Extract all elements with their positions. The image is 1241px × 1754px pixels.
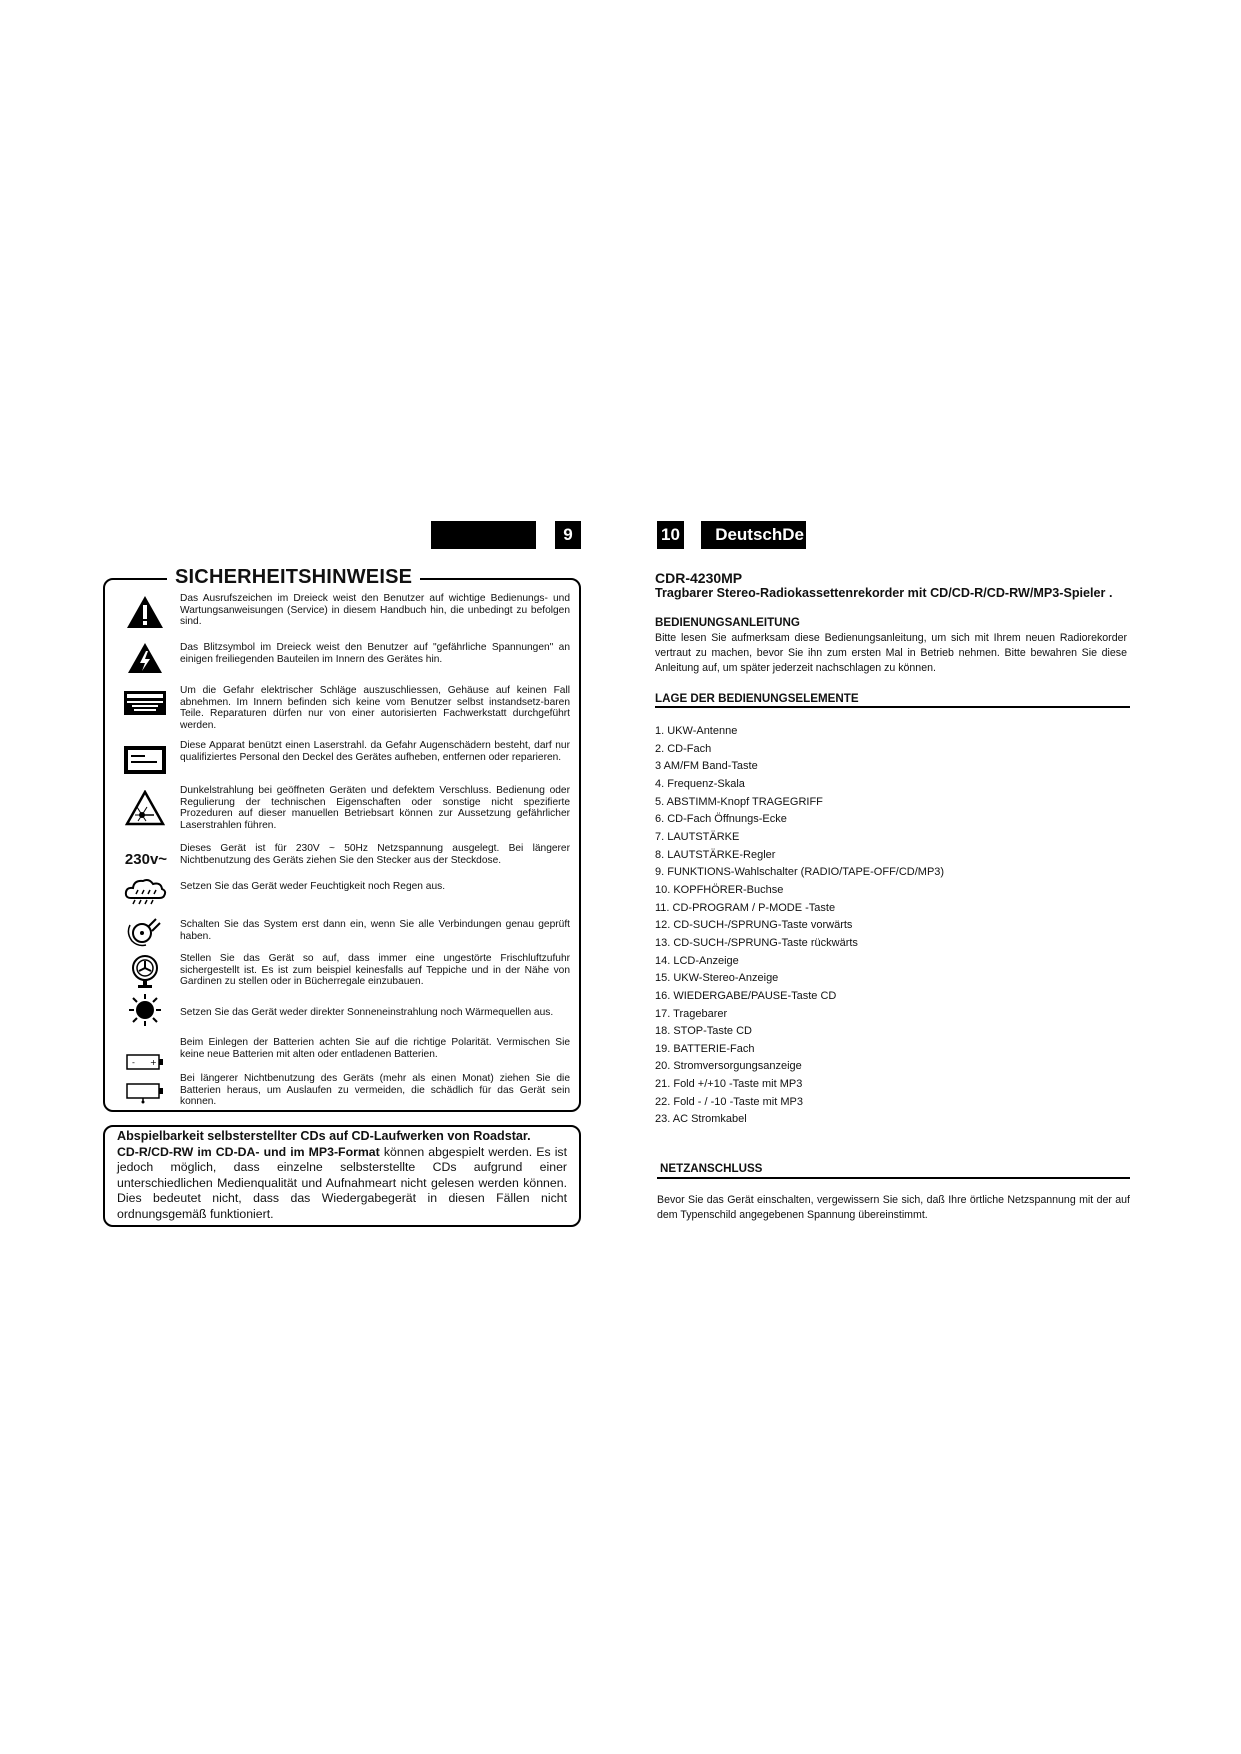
caution-label-icon [120, 690, 170, 716]
class1-laser-label-icon [120, 746, 170, 774]
language-label-text: DeutschDe [715, 525, 804, 544]
power-heading: NETZANSCHLUSS [660, 1162, 763, 1175]
list-item: 8. LAUTSTÄRKE-Regler [655, 848, 776, 861]
laser-warning-triangle-icon [120, 789, 170, 827]
list-item: 17. Tragebarer [655, 1007, 728, 1020]
ventilation-fan-icon [120, 953, 170, 989]
safety-item [120, 593, 570, 633]
model-number: CDR-4230MP [655, 570, 743, 586]
safety-item-text: Diese Apparat benützt einen Laserstrahl. da Gefahr Augenschädern besteht, darf nur qualifiziertes Personal den Deckel des Gerätes aufheben, entfernen oder reparieren. [180, 740, 570, 763]
list-item: 2. CD-Fach [655, 742, 712, 755]
product-subtitle: Tragbarer Stereo-Radiokassettenrekorder mit CD/CD-R/CD-RW/MP3-Spieler . [655, 586, 1113, 600]
list-item: 9. FUNKTIONS-Wahlschalter (RADIO/TAPE-OFF/CD/MP3) [655, 866, 945, 879]
safety-item-text: Dunkelstrahlung bei geöffneten Geräten und defektem Verschluss. Bedienung oder Regulierung der technischen Eigenschaften oder sonstige nicht spezifierte Prozeduren auf dieser manuellen Betriebsart können zur Aussetzung gefährlicher Laserstrahlen führen. [180, 785, 570, 831]
lightning-triangle-icon [120, 642, 170, 674]
safety-item-text: Bei längerer Nichtbenutzung des Geräts (mehr als einen Monat) ziehen Sie die Batterien heraus, um Auslaufen zu vermeiden, die schädlich für das Gerät sein konnen. [180, 1073, 570, 1108]
safety-item-text: Stellen Sie das Gerät so auf, dass immer eine ungestörte Frischluftzufuhr sichergestellt ist. Es ist zum beispiel keinesfalls auf Teppiche und in der Nähe von Gardinen zu stellen oder in Bücherregale einzubauen. [180, 953, 570, 988]
power-text: Bevor Sie das Gerät einschalten, vergewissern Sie sich, daß Ihre örtliche Netzspannung mit der auf dem Typenschild angegebenen Spannung übereinstimmt. [657, 1194, 1130, 1221]
header-bar-left [431, 521, 536, 549]
list-item: 15. UKW-Stereo-Anzeige [655, 972, 779, 985]
list-item: 6. CD-Fach Öffnungs-Ecke [655, 813, 787, 826]
list-item: 12. CD-SUCH-/SPRUNG-Taste vorwärts [655, 919, 853, 932]
safety-item-text: Dieses Gerät ist für 230V ~ 50Hz Netzspannung ausgelegt. Bei längerer Nichtbenutzung des Geräts ziehen Sie den Stecker aus der Steckdose. [180, 843, 570, 866]
safety-item [120, 913, 570, 949]
list-item: 3 AM/FM Band-Taste [655, 760, 758, 773]
cd-notice-format: CD-R/CD-RW im CD-DA- und im MP3-Format [117, 1144, 380, 1159]
cd-notice-text [117, 1129, 567, 1223]
list-item: 18. STOP-Taste CD [655, 1025, 752, 1038]
page-number-right: 10 [657, 521, 684, 549]
battery-polarity-icon [120, 1051, 170, 1073]
instructions-heading: BEDIENUNGSANLEITUNG [655, 616, 800, 629]
safety-item [120, 642, 570, 678]
safety-item [120, 685, 570, 733]
cd-notice-body: können abgespielt werden. Es ist jedoch möglich, dass einzelne selbsterstellte CDs aufgrund einer unterschiedlichen Medienqualität und Aufnahmeart nicht gelesen werden können. Dies bedeutet nicht, dass das Wiedergabegerät in diesen Fällen nicht ordnungsgemäß funktioniert. [117, 1144, 567, 1221]
list-item: 20. Stromversorgungsanzeige [655, 1060, 802, 1073]
safety-item [120, 1037, 570, 1073]
list-item: 16. WIEDERGABE/PAUSE-Taste CD [655, 989, 837, 1002]
list-item: 13. CD-SUCH-/SPRUNG-Taste rückwärts [655, 936, 858, 949]
page-number-left: 9 [555, 521, 581, 549]
safety-item [120, 953, 570, 997]
controls-heading: LAGE DER BEDIENUNGSELEMENTE [655, 692, 859, 705]
safety-title: SICHERHEITSHINWEISE [167, 566, 420, 589]
list-item: 5. ABSTIMM-Knopf TRAGEGRIFF [655, 795, 823, 808]
safety-item-text: Das Ausrufszeichen im Dreieck weist den Benutzer auf wichtige Bedienungs- und Wartungsanweisungen (Service) in diesem Handbuch hin, die unbedingt zu befolgen sind. [180, 593, 570, 628]
list-item: 21. Fold +/+10 -Taste mit MP3 [655, 1078, 803, 1091]
sun-icon [120, 993, 170, 1027]
list-item: 1. UKW-Antenne [655, 725, 738, 737]
battery-remove-icon [120, 1081, 170, 1105]
voltage-icon: 230v~ [124, 850, 168, 868]
rain-cloud-icon [120, 876, 170, 906]
safety-item-text: Setzen Sie das Gerät weder Feuchtigkeit noch Regen aus. [180, 881, 446, 892]
controls-heading-rule [655, 706, 1130, 708]
safety-item-text: Um die Gefahr elektrischer Schläge auszuschliessen, Gehäuse auf keinen Fall abnehmen. Im Innern befinden sich keine vom Benutzer selbst instandsetz-baren Teile. Reparaturen dürfen nur von einer autorisierten Fachwerkstatt durchgeführt werden. [180, 685, 570, 731]
safety-item [120, 1073, 570, 1113]
list-item: 10. KOPFHÖRER-Buchse [655, 883, 784, 896]
safety-item-text: Schalten Sie das System erst dann ein, wenn Sie alle Verbindungen genau geprüft haben. [180, 919, 570, 942]
safety-item [120, 993, 570, 1029]
safety-item [120, 785, 570, 835]
controls-list [655, 723, 1075, 1129]
svg-text:+: + [150, 1058, 157, 1067]
list-item: 7. LAUTSTÄRKE [655, 830, 740, 843]
list-item: 23. AC Stromkabel [655, 1113, 747, 1126]
power-heading-rule [657, 1177, 1130, 1179]
list-item: 4. Frequenz-Skala [655, 777, 745, 790]
list-item: 19. BATTERIE-Fach [655, 1042, 755, 1055]
list-item: 22. Fold - / -10 -Taste mit MP3 [655, 1095, 803, 1108]
plug-connection-icon [120, 913, 170, 947]
safety-item [120, 843, 570, 871]
list-item: 11. CD-PROGRAM / P-MODE -Taste [655, 901, 836, 914]
safety-item-text: Beim Einlegen der Batterien achten Sie auf die richtige Polarität. Vermischen Sie keine neue Batterien mit alten oder entladenen Batterien. [180, 1037, 570, 1060]
svg-text:-: - [132, 1058, 135, 1067]
safety-item-text: Setzen Sie das Gerät weder direkter Sonneneinstrahlung noch Wärmequellen aus. [180, 1007, 554, 1018]
safety-item-text: Das Blitzsymbol im Dreieck weist den Benutzer auf "gefährliche Spannungen" an einigen freiliegenden Bauteilen im Innern des Gerätes hin. [180, 642, 570, 665]
list-item: 14. LCD-Anzeige [655, 954, 739, 967]
safety-item [120, 740, 570, 778]
safety-item [120, 876, 570, 908]
cd-notice-heading: Abspielbarkeit selbsterstellter CDs auf CD-Laufwerken von Roadstar. [117, 1129, 531, 1143]
language-label [701, 521, 806, 549]
exclamation-triangle-icon [120, 595, 170, 629]
instructions-text: Bitte lesen Sie aufmerksam diese Bedienungsanleitung, um sich mit Ihrem neuen Radiorekorder vertraut zu machen, bevor Sie ihn zum ersten Mal in Betrieb nehmen. Bitte bewahren Sie diese Anleitung auf, um später jederzeit nachschlagen zu können. [655, 632, 1127, 674]
